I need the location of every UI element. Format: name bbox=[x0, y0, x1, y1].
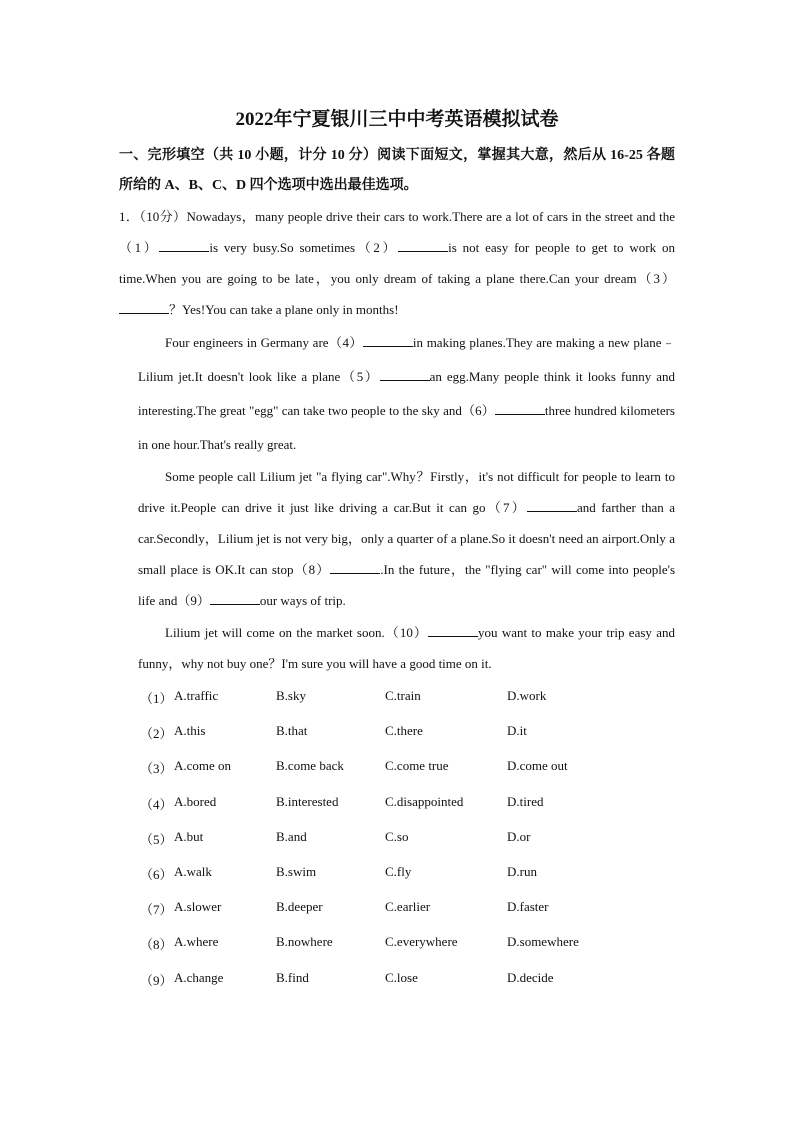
text: you want to make your trip easy and funny，why not buy one？I'm sure you will have a good time on it. bbox=[138, 625, 675, 671]
text: and farther than a car.Secondly，Lilium jet is not very big，only a quarter of a plane.So it doesn't need an airport.Only a small place is OK.It can stop（8） bbox=[138, 500, 676, 577]
blank-1 bbox=[159, 239, 209, 252]
blank-6 bbox=[495, 402, 545, 415]
option-row bbox=[140, 829, 675, 849]
option-c: C.everywhere bbox=[385, 934, 458, 950]
option-d: D.come out bbox=[507, 758, 568, 774]
option-number: （8） bbox=[140, 937, 173, 953]
option-b: B.find bbox=[276, 969, 309, 985]
blank-8 bbox=[330, 561, 380, 574]
option-number: （5） bbox=[140, 831, 173, 847]
option-number: （6） bbox=[140, 867, 173, 882]
option-number: （3） bbox=[140, 761, 173, 777]
text: Four engineers in Germany are（4） bbox=[165, 335, 363, 350]
option-c: C.fly bbox=[385, 864, 412, 879]
option-number: （7） bbox=[140, 902, 173, 918]
passage-paragraph-3 bbox=[138, 461, 675, 616]
option-number: （1） bbox=[140, 691, 173, 706]
section-heading: 一、完形填空（共 10 小题，计分 10 分）阅读下面短文，掌握其大意，然后从 16-25 各题所给的 A、B、C、D 四个选项中选出最佳选项。 bbox=[119, 148, 675, 193]
text: three hundred kilometers in one hour.That's really great. bbox=[138, 403, 675, 452]
text: is very busy.So sometimes（2） bbox=[209, 240, 399, 255]
blank-7 bbox=[527, 499, 577, 512]
exam-title: 2022年宁夏银川三中中考英语模拟试卷 bbox=[235, 109, 559, 130]
option-a: A.where bbox=[174, 934, 219, 950]
option-b: B.nowhere bbox=[276, 934, 333, 950]
blank-4 bbox=[363, 334, 413, 347]
option-c: C.lose bbox=[385, 969, 418, 985]
text: ？Yes!You can take a plane only in months! bbox=[169, 302, 399, 317]
option-d: D.tired bbox=[507, 793, 544, 809]
option-row bbox=[140, 934, 675, 954]
option-b: B.and bbox=[276, 828, 307, 844]
option-b: B.deeper bbox=[276, 899, 323, 915]
option-b: B.swim bbox=[276, 864, 317, 879]
option-c: C.earlier bbox=[385, 899, 431, 915]
option-row bbox=[140, 899, 675, 919]
option-a: A.bored bbox=[174, 793, 217, 809]
option-d: D.somewhere bbox=[507, 934, 579, 950]
option-b: B.come back bbox=[276, 758, 344, 774]
question-points: （10分） bbox=[139, 209, 187, 224]
text: .In the future，the "flying car" will come into people's life and（9） bbox=[138, 562, 676, 608]
option-c: C.so bbox=[385, 828, 409, 844]
option-a: A.slower bbox=[174, 899, 222, 915]
option-row bbox=[140, 758, 675, 778]
option-d: D.run bbox=[507, 864, 537, 879]
text: our ways of trip. bbox=[259, 593, 346, 608]
option-row bbox=[140, 970, 675, 990]
blank-5 bbox=[380, 368, 430, 381]
option-b: B.that bbox=[276, 723, 308, 739]
option-d: D.it bbox=[507, 723, 527, 739]
option-a: A.this bbox=[174, 723, 206, 739]
blank-10 bbox=[428, 624, 478, 637]
blank-3 bbox=[119, 301, 169, 314]
option-c: C.there bbox=[385, 723, 423, 739]
passage-paragraph-4 bbox=[138, 617, 675, 679]
option-number: （2） bbox=[140, 726, 173, 742]
option-number: （9） bbox=[140, 972, 173, 988]
option-d: D.work bbox=[507, 688, 547, 703]
text: Lilium jet will come on the market soon.（10） bbox=[165, 625, 428, 640]
blank-9 bbox=[210, 592, 260, 605]
option-row bbox=[140, 723, 675, 743]
option-d: D.or bbox=[507, 828, 531, 844]
blank-2 bbox=[398, 239, 448, 252]
text: an egg.Many people think it looks funny and interesting.The great "egg" can take two people to the sky and（6） bbox=[138, 369, 675, 418]
option-a: A.come on bbox=[174, 758, 232, 774]
option-c: C.come true bbox=[385, 758, 449, 774]
text: in making planes.They are making a new plane﹣Lilium jet.It doesn't look like a plane（5） bbox=[138, 335, 675, 384]
option-d: D.faster bbox=[507, 899, 549, 915]
option-a: A.walk bbox=[174, 864, 212, 879]
option-b: B.interested bbox=[276, 793, 339, 809]
option-row bbox=[140, 688, 675, 708]
option-a: A.traffic bbox=[174, 688, 219, 703]
option-number: （4） bbox=[140, 796, 173, 812]
text: Nowadays，many people drive their cars to work.There are a lot of cars in the street and the（1） bbox=[119, 209, 675, 255]
option-d: D.decide bbox=[507, 969, 554, 985]
option-b: B.sky bbox=[276, 688, 306, 703]
option-a: A.but bbox=[174, 828, 204, 844]
option-a: A.change bbox=[174, 969, 224, 985]
passage-paragraph-2 bbox=[138, 326, 675, 462]
text: Some people call Lilium jet "a flying car".Why？Firstly，it's not difficult for people to learn to drive it.People can drive it just like driving a car.But it can go（7） bbox=[138, 469, 675, 515]
text: is not easy for people to get to work on time.When you are going to be late，you only dream of taking a plane there.Can your dream（3） bbox=[119, 240, 675, 286]
question-number: 1． bbox=[119, 209, 140, 224]
option-c: C.train bbox=[385, 688, 421, 703]
passage-paragraph-1 bbox=[119, 201, 675, 325]
option-c: C.disappointed bbox=[385, 793, 464, 809]
option-row bbox=[140, 794, 675, 814]
option-row bbox=[140, 864, 675, 884]
